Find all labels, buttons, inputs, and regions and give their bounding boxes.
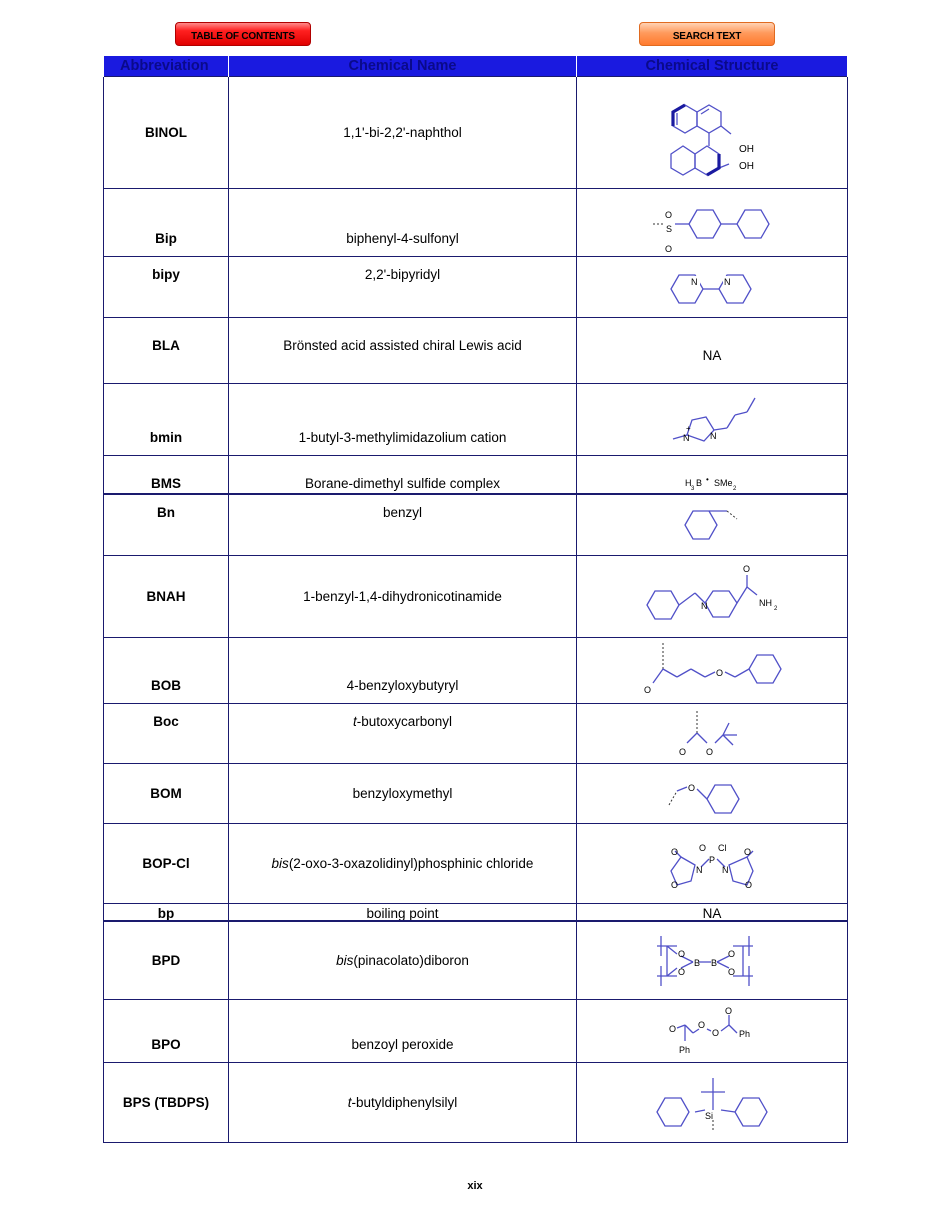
italic-prefix: t (347, 1095, 352, 1110)
italic-prefix: bis (336, 952, 354, 968)
abbreviation-cell: BOP-Cl (104, 824, 229, 904)
hydrogen-label: H (685, 478, 692, 489)
structure-bom (577, 764, 848, 824)
chlorine-label: Cl (718, 842, 727, 853)
table-row (104, 904, 848, 921)
abbreviation-cell: BOM (104, 764, 229, 824)
chemical-name-cell (229, 1063, 577, 1143)
oxygen-label: O (716, 667, 724, 678)
table-row (104, 1063, 848, 1143)
sme-label: SMe (714, 478, 733, 489)
chemical-name-cell: 4-benzyloxybutyryl (229, 638, 577, 704)
abbreviation-cell: BLA (104, 318, 229, 384)
phenyl-label: Ph (739, 1028, 751, 1039)
italic-prefix: t (352, 714, 357, 729)
abbreviation-cell: BPO (104, 1000, 229, 1063)
table-row (104, 257, 848, 318)
oxygen-label: O (743, 563, 751, 574)
chemical-name-cell: biphenyl-4-sulfonyl (229, 189, 577, 257)
table-row (104, 824, 848, 904)
structure-bpo (577, 1000, 848, 1063)
name-rest: -butyldiphenylsilyl (351, 1095, 458, 1110)
chemical-name-cell: benzyloxymethyl (229, 764, 577, 824)
structure-binol (577, 77, 848, 189)
abbreviation-cell: Bn (104, 494, 229, 556)
abbreviation-cell: Boc (104, 704, 229, 764)
chemical-name-cell: Borane-dimethyl sulfide complex (229, 456, 577, 494)
oxygen-label: O (665, 243, 673, 254)
abbreviation-cell: BOB (104, 638, 229, 704)
italic-prefix: bis (271, 856, 289, 871)
structure-bip (577, 189, 848, 257)
subscript-label: 2 (774, 605, 778, 612)
table-row (104, 384, 848, 456)
sulfur-label: S (666, 223, 673, 234)
phosphorus-label: P (709, 854, 716, 865)
nitrogen-label: N (691, 276, 698, 287)
chemical-name-cell: Brönsted acid assisted chiral Lewis acid (229, 318, 577, 384)
table-row (104, 318, 848, 384)
plus-charge-label: + (686, 423, 691, 433)
structure-boc (577, 704, 848, 764)
structure-na: NA (577, 904, 848, 921)
oxygen-label: O (679, 746, 687, 757)
abbreviation-cell: Bip (104, 189, 229, 257)
oxygen-label: O (669, 1023, 677, 1034)
chemical-name-cell: benzyl (229, 494, 577, 556)
abbreviation-cell: bp (104, 904, 229, 921)
table-row (104, 764, 848, 824)
bullet-label: • (706, 475, 709, 485)
chemical-name-cell: 2,2'-bipyridyl (229, 257, 577, 318)
search-text-button[interactable]: SEARCH TEXT (639, 22, 775, 46)
oxygen-label: O (688, 782, 696, 793)
oxygen-label: O (712, 1027, 720, 1038)
table-row (104, 704, 848, 764)
abbreviation-cell: BMS (104, 456, 229, 494)
table-row (104, 189, 848, 257)
structure-bpd (577, 921, 848, 1000)
nitrogen-label: N (696, 864, 703, 875)
oxygen-label: O (671, 879, 679, 890)
abbreviation-cell: bmin (104, 384, 229, 456)
chemical-name-cell: 1-benzyl-1,4-dihydronicotinamide (229, 556, 577, 638)
structure-bn (577, 494, 848, 556)
name-rest: -butoxycarbonyl (356, 714, 453, 729)
oxygen-label: O (698, 1019, 706, 1030)
oxygen-label: O (725, 1005, 733, 1016)
chemical-name-cell: boiling point (229, 904, 577, 921)
chemical-name-cell (229, 824, 577, 904)
abbreviation-cell: BPD (104, 921, 229, 1000)
structure-bipy (577, 257, 848, 318)
boron-label: B (694, 957, 701, 968)
abbreviation-cell: BPS (TBDPS) (104, 1063, 229, 1143)
table-of-contents-button[interactable]: TABLE OF CONTENTS (175, 22, 311, 46)
nitrogen-label: N (722, 864, 729, 875)
chemical-name-cell (229, 921, 577, 1000)
name-rest: (2-oxo-3-oxazolidinyl)phosphinic chloride (288, 856, 534, 871)
structure-bob (577, 638, 848, 704)
abbreviation-cell: bipy (104, 257, 229, 318)
page-number: xix (467, 1180, 483, 1192)
chemical-name-cell (229, 704, 577, 764)
chemical-name-cell: 1-butyl-3-methylimidazolium cation (229, 384, 577, 456)
oxygen-label: O (745, 879, 753, 890)
subscript-label: 2 (733, 486, 737, 493)
table-row (104, 638, 848, 704)
hydroxyl-label: OH (739, 143, 754, 155)
table-row (104, 456, 848, 494)
structure-bms (577, 456, 848, 494)
boron-label: B (711, 957, 718, 968)
silicon-label: Si (705, 1110, 714, 1121)
oxygen-label: O (744, 846, 752, 857)
hydroxyl-label: OH (739, 160, 754, 172)
oxygen-label: O (706, 746, 714, 757)
oxygen-label: O (728, 966, 736, 977)
nitrogen-label: N (724, 276, 731, 287)
table-row (104, 494, 848, 556)
oxygen-label: O (665, 209, 673, 220)
oxygen-label: O (678, 966, 686, 977)
oxygen-label: O (728, 948, 736, 959)
header-chemical-name: Chemical Name (229, 56, 577, 77)
abbreviation-cell: BINOL (104, 77, 229, 189)
nitrogen-label: N (710, 430, 717, 441)
chemical-name-cell: benzoyl peroxide (229, 1000, 577, 1063)
chemical-name-cell: 1,1'-bi-2,2'-naphthol (229, 77, 577, 189)
name-rest: (pinacolato)diboron (353, 952, 469, 968)
table-row (104, 1000, 848, 1063)
abbreviation-cell: BNAH (104, 556, 229, 638)
header-chemical-structure: Chemical Structure (577, 56, 848, 77)
oxygen-label: O (699, 842, 707, 853)
structure-bmin (577, 384, 848, 456)
oxygen-label: O (644, 684, 652, 695)
subscript-label: 3 (691, 486, 695, 493)
oxygen-label: O (671, 846, 679, 857)
header-abbreviation: Abbreviation (104, 56, 229, 77)
structure-na: NA (577, 318, 848, 384)
abbreviations-table (103, 56, 848, 1143)
structure-bop-cl (577, 824, 848, 904)
table-row (104, 77, 848, 189)
boron-label: B (696, 478, 703, 489)
amine-label: NH (759, 597, 772, 608)
table-row (104, 556, 848, 638)
phenyl-label: Ph (679, 1044, 691, 1055)
structure-bps (577, 1063, 848, 1143)
structure-bnah (577, 556, 848, 638)
table-row (104, 921, 848, 1000)
nitrogen-label: N (683, 432, 690, 443)
table-header-row (104, 56, 848, 77)
oxygen-label: O (678, 948, 686, 959)
nitrogen-label: N (701, 600, 708, 611)
